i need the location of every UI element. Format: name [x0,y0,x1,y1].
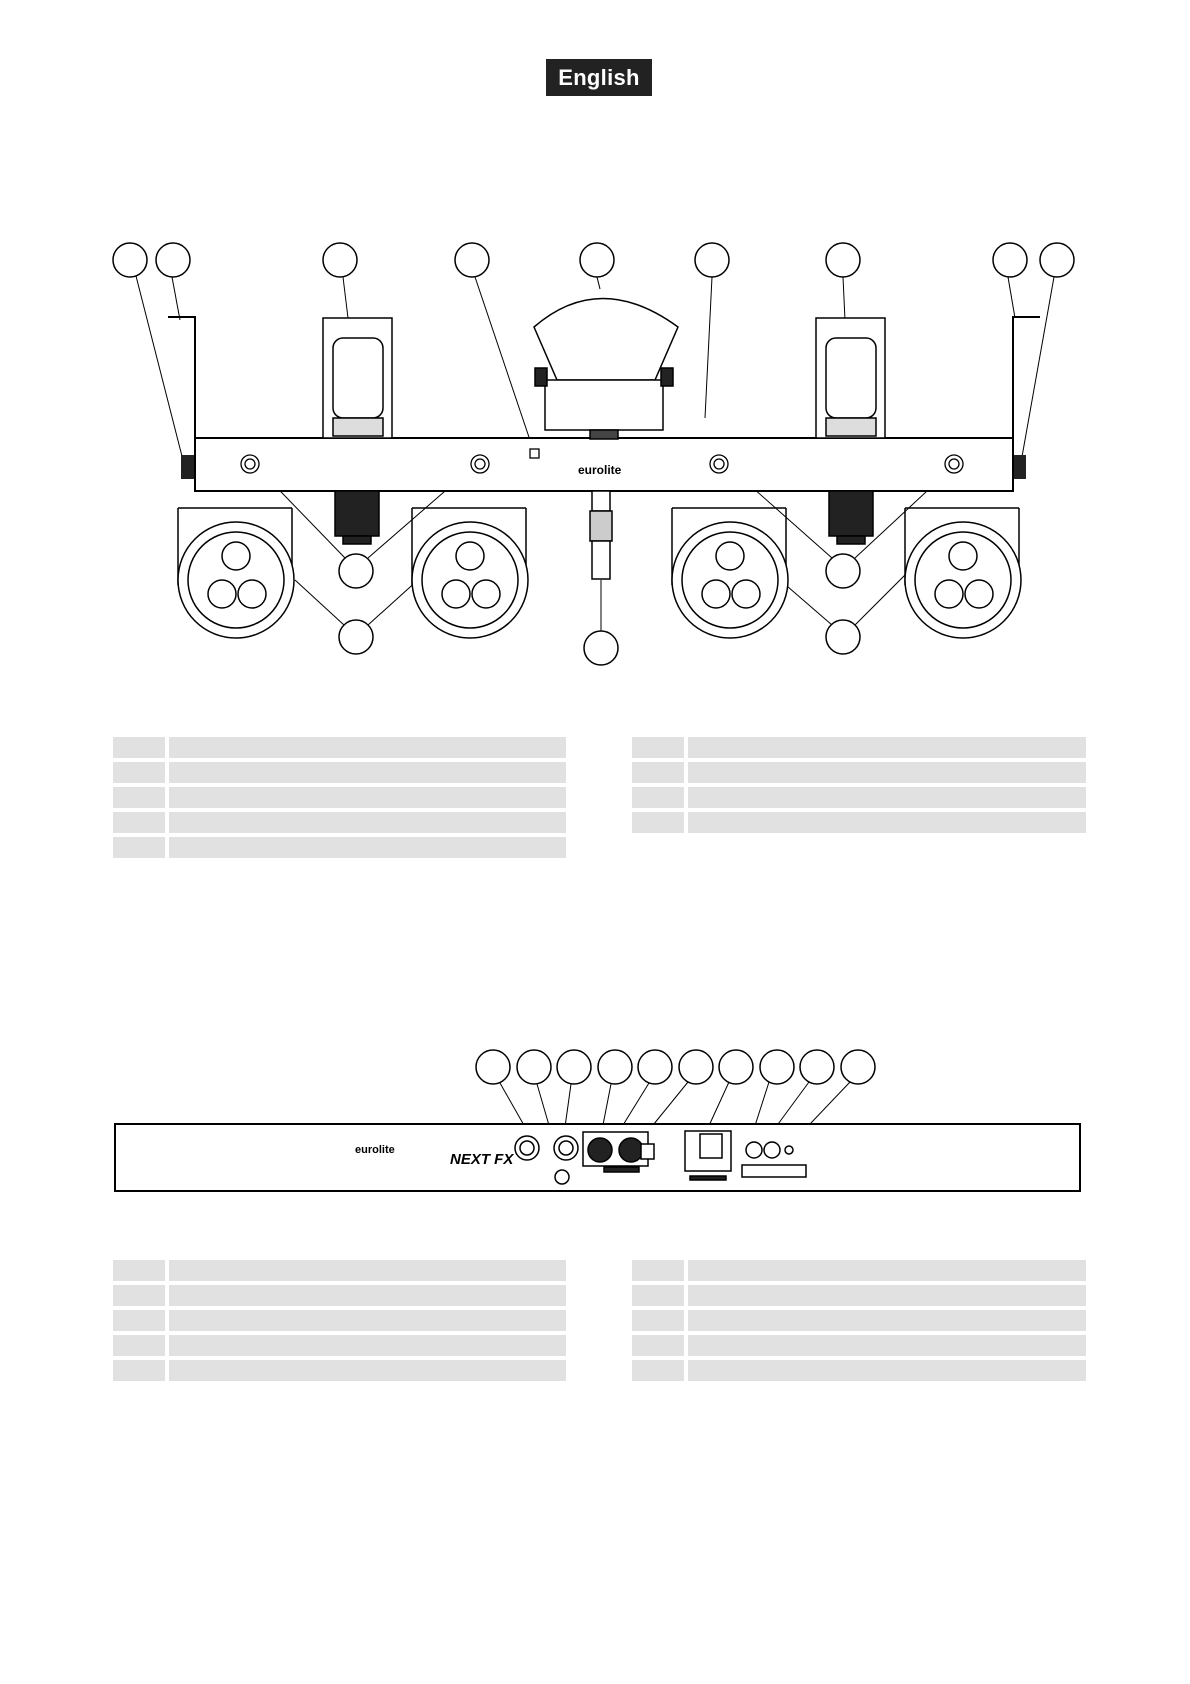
bar-brand-logo: eurolite [578,463,622,477]
callout-circle [719,1050,753,1084]
legend-row [113,1260,566,1281]
legend-row [632,1310,1086,1331]
callout-circle [517,1050,551,1084]
callout-circle [679,1050,713,1084]
callout-circle [800,1050,834,1084]
legend-row [632,1260,1086,1281]
rear-model-logo: NEXT FX [450,1151,514,1168]
callout-circle [476,1050,510,1084]
legend-row [632,1335,1086,1356]
rear-legend-right [632,1256,1086,1385]
callout-circle [638,1050,672,1084]
callout-circle [557,1050,591,1084]
legend-row [632,1360,1086,1381]
callout-circle [760,1050,794,1084]
rear-legend-left [113,1256,566,1385]
rear-brand-logo: eurolite [355,1144,395,1156]
legend-row [113,1335,566,1356]
legend-row [113,1285,566,1306]
callout-circle [598,1050,632,1084]
legend-row [632,1285,1086,1306]
legend-row [113,1360,566,1381]
legend-row [113,1310,566,1331]
callout-circle [841,1050,875,1084]
language-badge: English [546,59,652,96]
